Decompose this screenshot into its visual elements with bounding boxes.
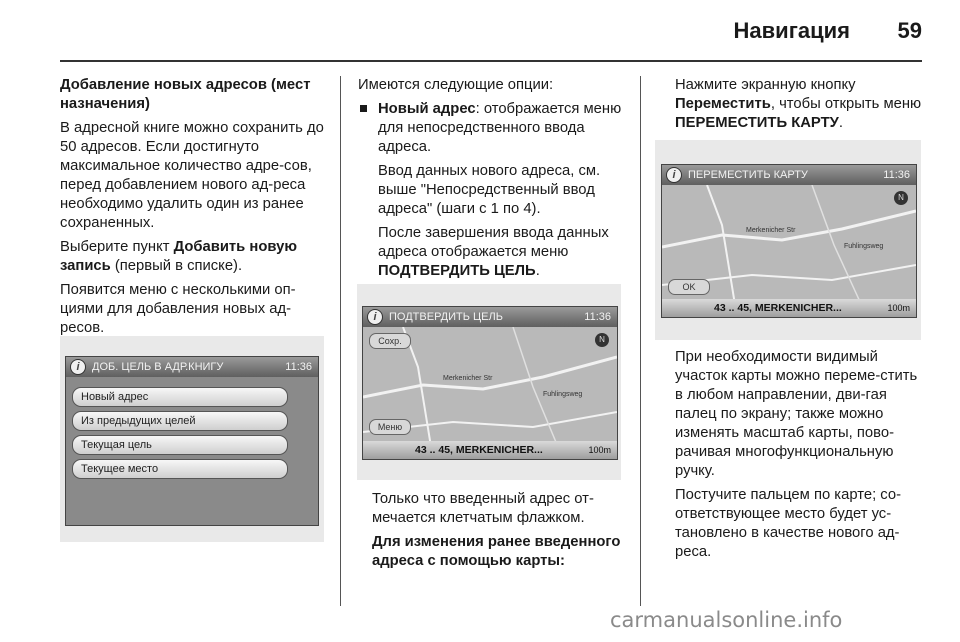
menu-item-new-address[interactable]: Новый адрес	[72, 387, 288, 407]
page-header-title: Навигация	[733, 18, 850, 43]
page-number: 59	[897, 18, 922, 43]
map-view[interactable]	[662, 185, 916, 317]
screen-add-to-address-book	[65, 356, 319, 526]
address-status-bar: 43 .. 45, MERKENICHER... 100m	[662, 299, 916, 317]
menu-item-current-location[interactable]: Текущее место	[72, 459, 288, 479]
column-3-lower	[675, 348, 925, 567]
column-3	[675, 76, 925, 138]
map-view[interactable]	[363, 327, 617, 459]
screen-illustration-wrap	[655, 140, 921, 340]
map-roads	[662, 185, 916, 317]
column-divider-2	[640, 76, 641, 606]
paragraph: В адресной книге можно сохранить до 50 адресов. Если достигнуто максимальное количество адре-сов, перед добавлением нового ад-реса необходимо удалить один из ранее сохраненных.	[60, 120, 324, 231]
column-divider-1	[340, 76, 341, 606]
paragraph: При необходимости видимый участок карты можно переме-стить в любом направлении, дви-гая палец по экрану; также можно изменять масштаб карты, пово-рачивая многофункциональную ручку.	[675, 349, 918, 479]
column-1	[60, 76, 330, 343]
compass-icon: N	[595, 333, 609, 347]
menu-item-current-destination[interactable]: Текущая цель	[72, 435, 288, 455]
paragraph: Ввод данных нового адреса, см. выше "Непосредственный ввод адреса" (шаги с 1 по 4).	[378, 163, 601, 217]
screen-title-bar: i ПОДТВЕРДИТЬ ЦЕЛЬ 11:36	[363, 307, 617, 327]
info-icon: i	[367, 309, 383, 325]
info-icon: i	[666, 167, 682, 183]
paragraph: Имеются следующие опции:	[358, 77, 554, 93]
ok-button[interactable]: OK	[668, 279, 710, 295]
map-label: Fuhlingsweg	[844, 243, 884, 250]
column-2-lower	[372, 490, 628, 576]
paragraph: Появится меню с несколькими оп-циями для добавления новых ад-ресов.	[60, 282, 296, 336]
menu-item-previous-destinations[interactable]: Из предыдущих целей	[72, 411, 288, 431]
compass-icon: N	[894, 191, 908, 205]
screen-title-bar: i ДОБ. ЦЕЛЬ В АДР.КНИГУ 11:36	[66, 357, 318, 377]
paragraph: Только что введенный адрес от-мечается клетчатым флажком.	[372, 491, 594, 526]
paragraph: Нажмите экранную кнопку Переместить, чтобы открыть меню ПЕРЕМЕСТИТЬ КАРТУ.	[675, 77, 922, 131]
subheading: Для изменения ранее введенного адреса с помощью карты:	[372, 534, 621, 569]
screen-move-map	[661, 164, 917, 318]
screen-illustration-wrap	[357, 284, 621, 480]
address-status-bar: 43 .. 45, MERKENICHER... 100m	[363, 441, 617, 459]
info-icon: i	[70, 359, 86, 375]
map-label: Fuhlingsweg	[543, 391, 583, 398]
paragraph: После завершения ввода данных адреса отображается меню ПОДТВЕРДИТЬ ЦЕЛЬ.	[378, 225, 609, 279]
paragraph: Выберите пункт Добавить новую запись (первый в списке).	[60, 239, 297, 274]
menu-term: Добавить новую запись	[60, 239, 297, 274]
paragraph: Постучите пальцем по карте; со-ответствующее место будет ус-тановлено в качестве нового ад-реса.	[675, 487, 902, 560]
section-heading: Добавление новых адресов (мест назначения)	[60, 77, 311, 112]
map-label: Merkenicher Str	[746, 227, 796, 234]
bullet-square-icon	[360, 105, 367, 112]
map-label: Merkenicher Str	[443, 375, 493, 382]
watermark: carmanualsonline.info	[610, 608, 843, 632]
screen-confirm-destination	[362, 306, 618, 460]
menu-button[interactable]: Меню	[369, 419, 411, 435]
screen-illustration-wrap	[60, 336, 324, 542]
bullet-item: Новый адрес: отображается меню для непосредственного ввода адреса.	[358, 100, 628, 157]
save-button[interactable]: Сохр.	[369, 333, 411, 349]
column-2	[358, 76, 628, 286]
header-rule	[60, 60, 922, 62]
screen-title-bar: i ПЕРЕМЕСТИТЬ КАРТУ 11:36	[662, 165, 916, 185]
